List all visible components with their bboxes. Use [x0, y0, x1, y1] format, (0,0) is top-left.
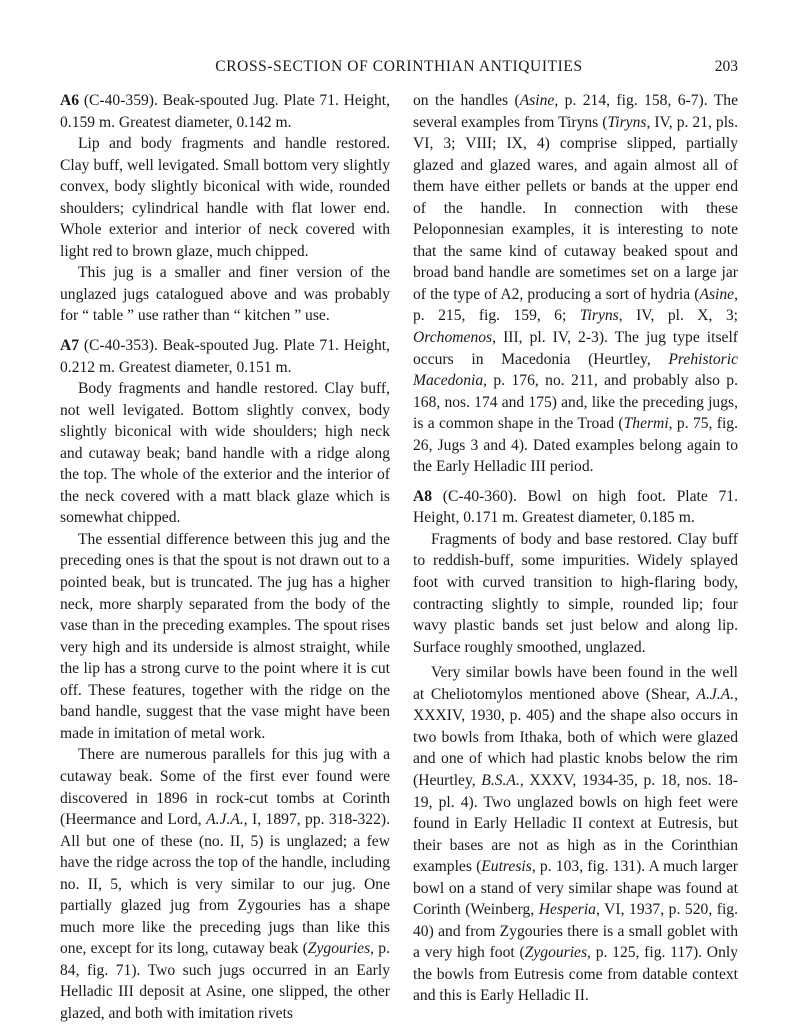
entry-a8-commentary: Very similar bowls have been found in the well at Cheliotomylos mentioned above (Shear, A.J.A., XXXIV, 1930, p. 405) and the shape also occurs in two bowls from Ithaka, both of which were glazed and one of which had plastic knobs below the rim (Heurtley, B.S.A., XXXV, 1934-35, p. 18, nos. 18-19, pl. 4). Two unglazed bowls on high feet were found in Early Helladic II context at Eutresis, but their bases are not as high as in the Corinthian examples (Eutresis, p. 103, fig. 131). A much larger bowl on a stand of very similar shape was found at Corinth (Weinberg, Hesperia, VI, 1937, p. 520, fig. 40) and from Zygouries there is a small goblet with a very high foot (Zygouries, p. 125, fig. 117). Only the bowls from Eutresis come from datable context and this is Early Helladic II.	[413, 664, 738, 1005]
entry-a7-parallels: There are numerous parallels for this jug with a cutaway beak. Some of the first ever found were discovered in 1896 in rock-cut tombs at Corinth (Heermance and Lord, A.J.A., I, 1897, pp. 318-322). All but one of these (no. II, 5) is unglazed; a few have the ridge across the top of the handle, including no. II, 5, which is very similar to our jug. One partially glazed jug from Zygouries has a shape much more like the preceding jugs than like this one, except for its long, cutaway beak (Zygouries, p. 84, fig. 71). Two such jugs occurred in an Early Helladic III deposit at Asine, one slipped, the other glazed, and both with imitation rivets	[60, 746, 390, 1022]
entry-a7-parallels-continued: on the handles (Asine, p. 214, fig. 158, 6-7). The several examples from Tiryns (Tiryns, IV, p. 21, pls. VI, 3; VIII; IX, 4) comprise slipped, partially glazed and glazed wares, and again almost all of them have either pellets or bands at the upper end of the handle. In connection with these Peloponnesian examples, it is interesting to note that the same kind of cutaway beaked spout and broad band handle are sometimes set on a large jar of the type of A2, producing a sort of hydria (Asine, p. 215, fig. 159, 6; Tiryns, IV, pl. X, 3; Orchomenos, III, pl. IV, 2-3). The jug type itself occurs in Macedonia (Heurtley, Prehistoric Macedonia, p. 176, no. 211, and probably also p. 168, nos. 174 and 175) and, like the preceding jugs, is a common shape in the Troad (Thermi, p. 75, fig. 26, Jugs 3 and 4). Dated examples belong again to the Early Helladic III period.	[413, 92, 738, 476]
entry-a8-description: Fragments of body and base restored. Clay buff to reddish-buff, some impurities. Widely splayed foot with curved transition to high-flaring body, contracting slightly to simple, rounded lip; four wavy plastic bands set just below and along lip. Surface roughly smoothed, unglazed.	[413, 530, 738, 656]
right-column	[413, 90, 738, 1007]
running-title: CROSS-SECTION OF CORINTHIAN ANTIQUITIES	[215, 58, 583, 75]
page-header	[60, 56, 738, 80]
entry-a7-description: Body fragments and handle restored. Clay buff, not well levigated. Bottom slightly convex, body slightly biconical with wide shoulders; high neck and cutaway beak; band handle with a ridge along the top. The whole of the exterior and the interior of the neck covered with a matt black glaze which is somewhat chipped.	[60, 380, 390, 527]
page-number: 203	[714, 58, 738, 75]
entry-a6-description: Lip and body fragments and handle restored. Clay buff, well levigated. Small bottom very slightly convex, body slightly biconical with wide, rounded shoulders; cylindrical handle with flat lower end. Whole exterior and interior of neck covered with light red to brown glaze, much chipped.	[60, 135, 390, 260]
catalog-number: A6	[60, 92, 80, 109]
entry-a8-heading: A8 (C-40-360). Bowl on high foot. Plate 71. Height, 0.171 m. Greatest diameter, 0.185 m.	[413, 487, 738, 527]
entry-a6-heading: A6 (C-40-359). Beak-spouted Jug. Plate 71. Height, 0.159 m. Greatest diameter, 0.142 m.	[60, 92, 390, 131]
catalog-number: A8	[413, 487, 433, 505]
entry-a7-commentary: The essential difference between this jug and the preceding ones is that the spout is not drawn out to a pointed beak, but is truncated. The jug has a higher neck, more sharply separated from the body of the vase than in the preceding examples. The spout rises very high and its underside is almost straight, while the lip has a strong curve to the point where it is cut off. These features, together with the ridge on the band handle, suggest that the vase might have been made in imitation of metal work.	[60, 530, 390, 742]
left-column	[60, 90, 390, 1025]
catalog-number: A7	[60, 337, 80, 355]
entry-a7-heading: A7 (C-40-353). Beak-spouted Jug. Plate 71. Height, 0.212 m. Greatest diameter, 0.151 m.	[60, 337, 390, 376]
entry-a6-commentary: This jug is a smaller and finer version of the unglazed jugs catalogued above and was probably for “ table ” use rather than “ kitchen ” use.	[60, 264, 390, 325]
